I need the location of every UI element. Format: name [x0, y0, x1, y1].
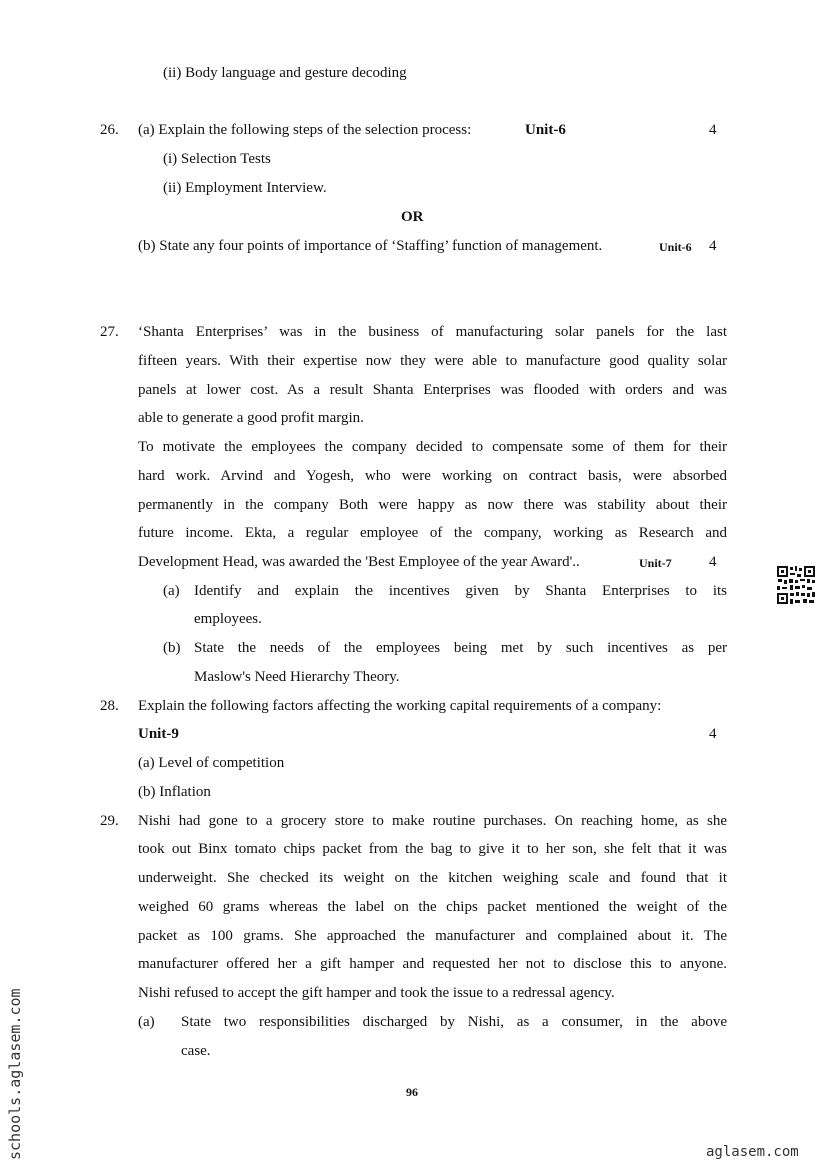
q27-line: To motivate the employees the company decided to compensate some of them for their	[138, 439, 727, 455]
q26-a-unit: Unit-6	[525, 122, 566, 138]
q26-b-marks: 4	[709, 238, 717, 254]
q27-line: able to generate a good profit margin.	[138, 410, 364, 426]
q27-b-line: State the needs of the employees being met by such incentives as per	[194, 640, 727, 656]
q27-line: future income. Ekta, a regular employee of the company, working as Research and	[138, 525, 727, 541]
q26-b-text: (b) State any four points of importance of ‘Staffing’ function of management.	[138, 238, 603, 254]
q27-number: 27.	[100, 324, 119, 340]
q28-option-a: (a) Level of competition	[138, 755, 285, 771]
q27-a-line: Identify and explain the incentives given by Shanta Enterprises to its	[194, 583, 727, 599]
q29-a-line: case.	[181, 1043, 211, 1059]
q26-a-text: (a) Explain the following steps of the selection process:	[138, 122, 472, 138]
q27-line: fifteen years. With their expertise now they were able to manufacture good quality solar	[138, 353, 727, 369]
q27-line: ‘Shanta Enterprises’ was in the business of manufacturing solar panels for the last	[138, 324, 727, 340]
q27-line: Development Head, was awarded the 'Best Employee of the year Award'..	[138, 554, 580, 570]
q29-a-line: State two responsibilities discharged by Nishi, as a consumer, in the above	[181, 1014, 727, 1030]
corner-watermark: aglasem.com	[706, 1144, 799, 1160]
q26-or: OR	[401, 209, 424, 225]
q29-line: took out Binx tomato chips packet from the bag to give it to her son, she felt that it was	[138, 841, 727, 857]
q27-b-label: (b)	[163, 640, 181, 656]
qr-code-icon	[776, 565, 816, 605]
q28-option-b: (b) Inflation	[138, 784, 211, 800]
q26-a-marks: 4	[709, 122, 717, 138]
q27-b-line: Maslow's Need Hierarchy Theory.	[194, 669, 400, 685]
q27-a-line: employees.	[194, 611, 262, 627]
q28-unit: Unit-9	[138, 726, 179, 742]
q29-line: Nishi had gone to a grocery store to make routine purchases. On reaching home, as she	[138, 813, 727, 829]
q29-number: 29.	[100, 813, 119, 829]
q29-line: underweight. She checked its weight on the kitchen weighing scale and found that it	[138, 870, 727, 886]
q28-number: 28.	[100, 698, 119, 714]
q29-a-label: (a)	[138, 1014, 155, 1030]
q26-b-unit: Unit-6	[659, 240, 692, 254]
q29-line: weighed 60 grams whereas the label on the chips packet mentioned the weight of the	[138, 899, 727, 915]
q29-line: Nishi refused to accept the gift hamper and took the issue to a redressal agency.	[138, 985, 615, 1001]
q28-text: Explain the following factors affecting the working capital requirements of a company:	[138, 698, 662, 714]
top-item: (ii) Body language and gesture decoding	[163, 65, 407, 81]
q26-sub2: (ii) Employment Interview.	[163, 180, 327, 196]
q27-line: hard work. Arvind and Yogesh, who were working on contract basis, were absorbed	[138, 468, 727, 484]
q27-line: permanently in the company Both were happy as now there was stability about their	[138, 497, 727, 513]
q26-number: 26.	[100, 122, 119, 138]
q27-line: panels at lower cost. As a result Shanta Enterprises was flooded with orders and was	[138, 382, 727, 398]
q29-line: packet as 100 grams. She approached the manufacturer and complained about it. The	[138, 928, 727, 944]
q28-marks: 4	[709, 726, 717, 742]
q27-marks: 4	[709, 554, 717, 570]
q27-unit: Unit-7	[639, 556, 672, 570]
q29-line: manufacturer offered her a gift hamper and requested her not to disclose this to anyone.	[138, 956, 727, 972]
q26-sub1: (i) Selection Tests	[163, 151, 271, 167]
q27-a-label: (a)	[163, 583, 180, 599]
side-watermark: schools.aglasem.com	[6, 988, 24, 1160]
page-number: 96	[406, 1085, 418, 1099]
